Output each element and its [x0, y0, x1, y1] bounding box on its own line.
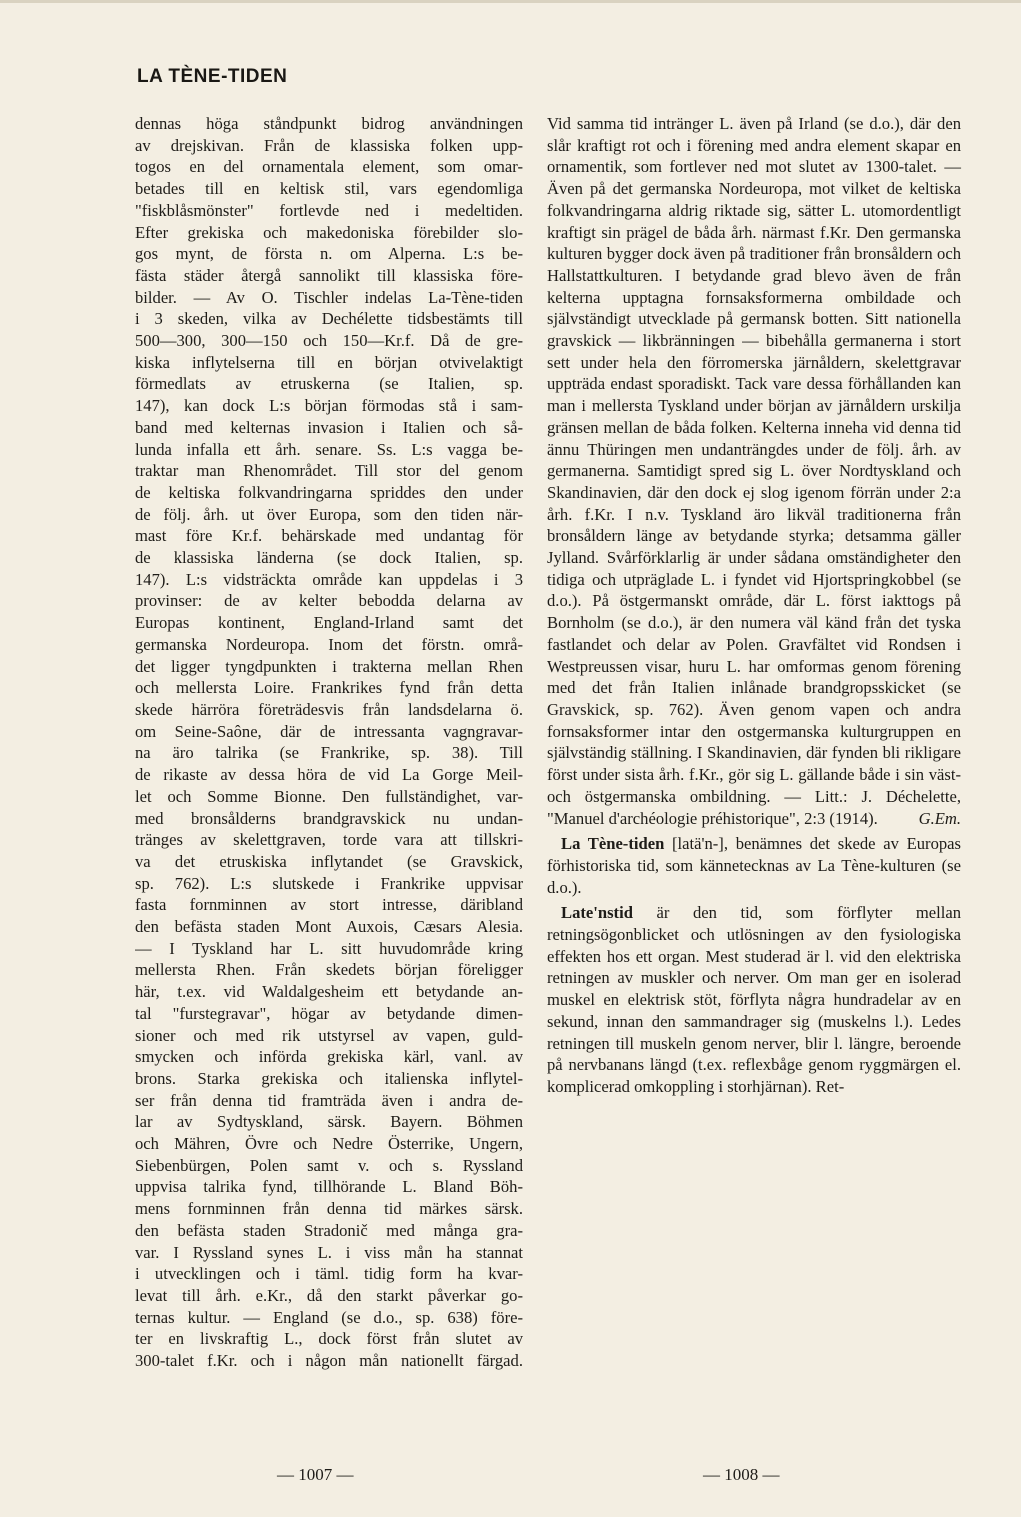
text-line: "fiskblåsmönster" fortlevde ned i medeltiden. [135, 200, 523, 220]
text-line: i utvecklingen och i täml. tidig form ha kvar- [135, 1264, 523, 1284]
text-line: kiska inflytelserna till en början otvivelaktigt [135, 352, 523, 372]
text-line: mast före Kr.f. behärskade med undantag för [135, 526, 523, 546]
text-line: mens fornminnen från denna tid märkes särsk. [135, 1199, 523, 1219]
text-line: band med kelternas invasion i Italien och så- [135, 417, 523, 437]
text-line: 147), kan dock L:s början förmodas stå i sam- [135, 396, 523, 416]
text-line: uppvisa talrika fynd, tillhörande L. Bland Böh- [135, 1177, 523, 1197]
page-number-right: — 1008 — [703, 1465, 780, 1484]
text-line: 147). L:s vidsträckta område kan uppdelas i 3 [135, 569, 523, 589]
entry-headword: La Tène-tiden [561, 834, 665, 854]
text-line: de klassiska länderna (se dock Italien, sp. [135, 548, 523, 568]
left-column [135, 113, 523, 1372]
text-line: och mellersta Loire. Frankrikes fynd från detta [135, 678, 523, 698]
text-line: ternas kultur. — England (se d.o., sp. 638) före- [135, 1307, 523, 1327]
text-line: levat till årh. e.Kr., då den starkt påverkar go- [135, 1285, 523, 1305]
text-line: var. I Ryssland synes L. i viss mån ha stannat [135, 1242, 523, 1262]
text-line: 500—300, 300—150 och 150—Kr.f. Då de gre- [135, 331, 523, 351]
text-line: ter en livskraftig L., dock först från slutet av [135, 1329, 523, 1349]
text-line: den befästa staden Stradonič med många gra- [135, 1220, 523, 1240]
text-line: de keltiska folkvandringarna spriddes den under [135, 482, 523, 502]
text-line: det ligger tyngdpunkten i trakterna mellan Rhen [135, 656, 523, 676]
text-line: här, t.ex. vid Waldalgesheim ett betydande an- [135, 982, 523, 1002]
entry-la-tene-tiden [547, 833, 961, 898]
text-line: va det etruskiska inflytandet (se Gravskick, [135, 851, 523, 871]
text-line: mellersta Rhen. Från skedets början föreligger [135, 960, 523, 980]
text-line: förmedlats av etruskerna (se Italien, sp. [135, 374, 523, 394]
text-line: lunda infalla ett årh. senare. Ss. L:s vagga be- [135, 439, 523, 459]
text-line: den befästa staden Mont Auxois, Cæsars Alesia. [135, 917, 523, 937]
right-column [547, 113, 961, 1098]
text-line: betades till en keltisk stil, vars egendomliga [135, 179, 523, 199]
text-line: lar av Sydtyskland, särsk. Bayern. Böhmen [135, 1112, 523, 1132]
text-line: de följ. årh. ut över Europa, som den tiden när- [135, 504, 523, 524]
text-line: let och Somme Bionne. Den fullständighet, var- [135, 786, 523, 806]
text-line: av drejskivan. Från de klassiska folken upp- [135, 135, 523, 155]
text-line: provinser: de av kelter bebodda delarna av [135, 591, 523, 611]
entry-body: är den tid, som förflyter mellan retningsögonblicket och utlösningen av den fysiologiska effekten hos ett organ. Mest studerad är l. vid den elektriska retningen av muskler och nerver. Om man ger en isolerad muskel en elektrisk stöt, förflyta några hundradelar av en sekund, innan den sammandrager sig (muskelns l.). Ledes retningen till muskeln genom nerver, blir l. längre, beroende på nervbanans längd (t.ex. reflexbåge genom ryggmärgen el. komplicerad omkoppling i storhjärnan). Ret- [547, 903, 961, 1096]
text-line: bilder. — Av O. Tischler indelas La-Tène-tiden [135, 287, 523, 307]
text-line: smycken och införda grekiska kärl, vanl. av [135, 1047, 523, 1067]
text-line: Siebenbürgen, Polen samt v. och s. Ryssland [135, 1155, 523, 1175]
text-line: och Mähren, Övre och Nedre Österrike, Ungern, [135, 1134, 523, 1154]
text-line: na äro talrika (se Frankrike, sp. 38). Till [135, 743, 523, 763]
text-line: ser från denna tid framträda även i andra de- [135, 1090, 523, 1110]
entry-latenstid [547, 902, 961, 1097]
text-line: fästa städer återgå sannolikt till klassiska före- [135, 265, 523, 285]
text-line: sp. 762). L:s slutskede i Frankrike uppvisar [135, 873, 523, 893]
text-line: de rikaste av dessa höra de vid La Gorge Meil- [135, 765, 523, 785]
continuation-text: Vid samma tid intränger L. även på Irland (se d.o.), där den slår kraftigt rot och i förening med andra element skapar en ornamentik, som fortlever ned mot slutet av 1300-talet. — Även på det germanska Nordeuropa, mot vilket de keltiska folkvandringarna aldrig riktade sig, sätter L. utomordentligt kraftigt sin prägel de båda årh. närmast f.Kr. Den germanska kulturen bygger dock även på traditioner från bronsåldern och Hallstattkulturen. I betydande grad blevo även de från kelterna upptagna fornsaksformerna ombildade och självständigt utvecklade på germansk botten. Sitt nationella gravskick — likbränningen — bibehålla germanerna i stort sett under hela den förromerska järnåldern, skelettgravar uppträda endast sporadiskt. Tack vare dessa förhållanden kan man i mellersta Tyskland under början av järnåldern urskilja gränsen mellan de båda folken. Kelterna inneha vid denna tid ännu Thüringen men undanträngdes under de följ. årh. av germanerna. Samtidigt spred sig L. över Nordtyskland och Skandinavien, där den dock ej slog igenom förrän under 2:a årh. f.Kr. I n.v. Tyskland äro likväl traditionerna från bronsåldern länge av betydande styrka; detsamma gäller Jylland. Svårförklarlig är under sådana omständigheter den tidiga och utpräglade L. i fyndet vid Hjortspringkobbel (se d.o.). På östgermanskt område, där L. först iakttogs på Bornholm (se d.o.), är den numera väl känd från det tyska fastlandet och delar av Polen. Gravfältet vid Rondsen i Westpreussen visar, huru L. har omformas genom förening med det från Italien inlånade brandgropsskicket (se Gravskick, sp. 762). Även genom vapen och andra fornsaksformer intar den ostgermanska kulturgruppen en självständig ställning. I Skandinavien, där fynden bli rikligare först under sista årh. f.Kr., gör sig L. gällande både i sin väst- och östgermanska ombildning. — Litt.: J. Déchelette, "Manuel d'archéologie préhistorique", 2:3 (1914). [547, 114, 961, 828]
text-line: togos en del ornamentala element, som omar- [135, 157, 523, 177]
text-line: traktar man Rhenområdet. Till stor del genom [135, 461, 523, 481]
text-line: Europas kontinent, England-Irland samt det [135, 613, 523, 633]
text-line: germanska Nordeuropa. Inom det förstn. områ- [135, 634, 523, 654]
continuation-paragraph [547, 113, 961, 829]
text-line: dennas höga ståndpunkt bidrog användningen [135, 114, 523, 133]
text-line: i 3 skeden, vilka av Dechélette tidsbestämts till [135, 309, 523, 329]
entry-body: [latä'n-], benämnes det skede av Europas förhistoriska tid, som kännetecknas av La Tène-kulturen (se d.o.). [547, 834, 961, 897]
page-number-left: — 1007 — [277, 1465, 354, 1484]
entry-headword: Late'nstid [561, 903, 633, 923]
text-line: skede härröra företrädesvis från landsdelarna ö. [135, 699, 523, 719]
text-line: fasta fornminnen av stort intresse, däribland [135, 895, 523, 915]
text-line: sioner och med rik utstyrsel av vapen, guld- [135, 1025, 523, 1045]
text-line: tal "furstegravar", högar av betydande dimen- [135, 1003, 523, 1023]
text-line: med bronsålderns brandgravskick nu undan- [135, 808, 523, 828]
text-line: tränges av skelettgraven, torde vara att tillskri- [135, 830, 523, 850]
text-line: — I Tyskland har L. sitt huvudområde kring [135, 938, 523, 958]
text-line: Efter grekiska och makedoniska förebilder slo- [135, 222, 523, 242]
page-edge [0, 0, 1021, 3]
author-signature: G.Em. [918, 808, 961, 828]
running-head: LA TÈNE-TIDEN [137, 66, 288, 87]
text-line: om Seine-Saône, där de intressanta vagngravar- [135, 721, 523, 741]
text-line: gos mynt, de första n. om Alperna. L:s be- [135, 244, 523, 264]
text-line: brons. Starka grekiska och italienska inflytel- [135, 1068, 523, 1088]
text-line: 300-talet f.Kr. och i någon mån nationellt färgad. [135, 1351, 523, 1371]
